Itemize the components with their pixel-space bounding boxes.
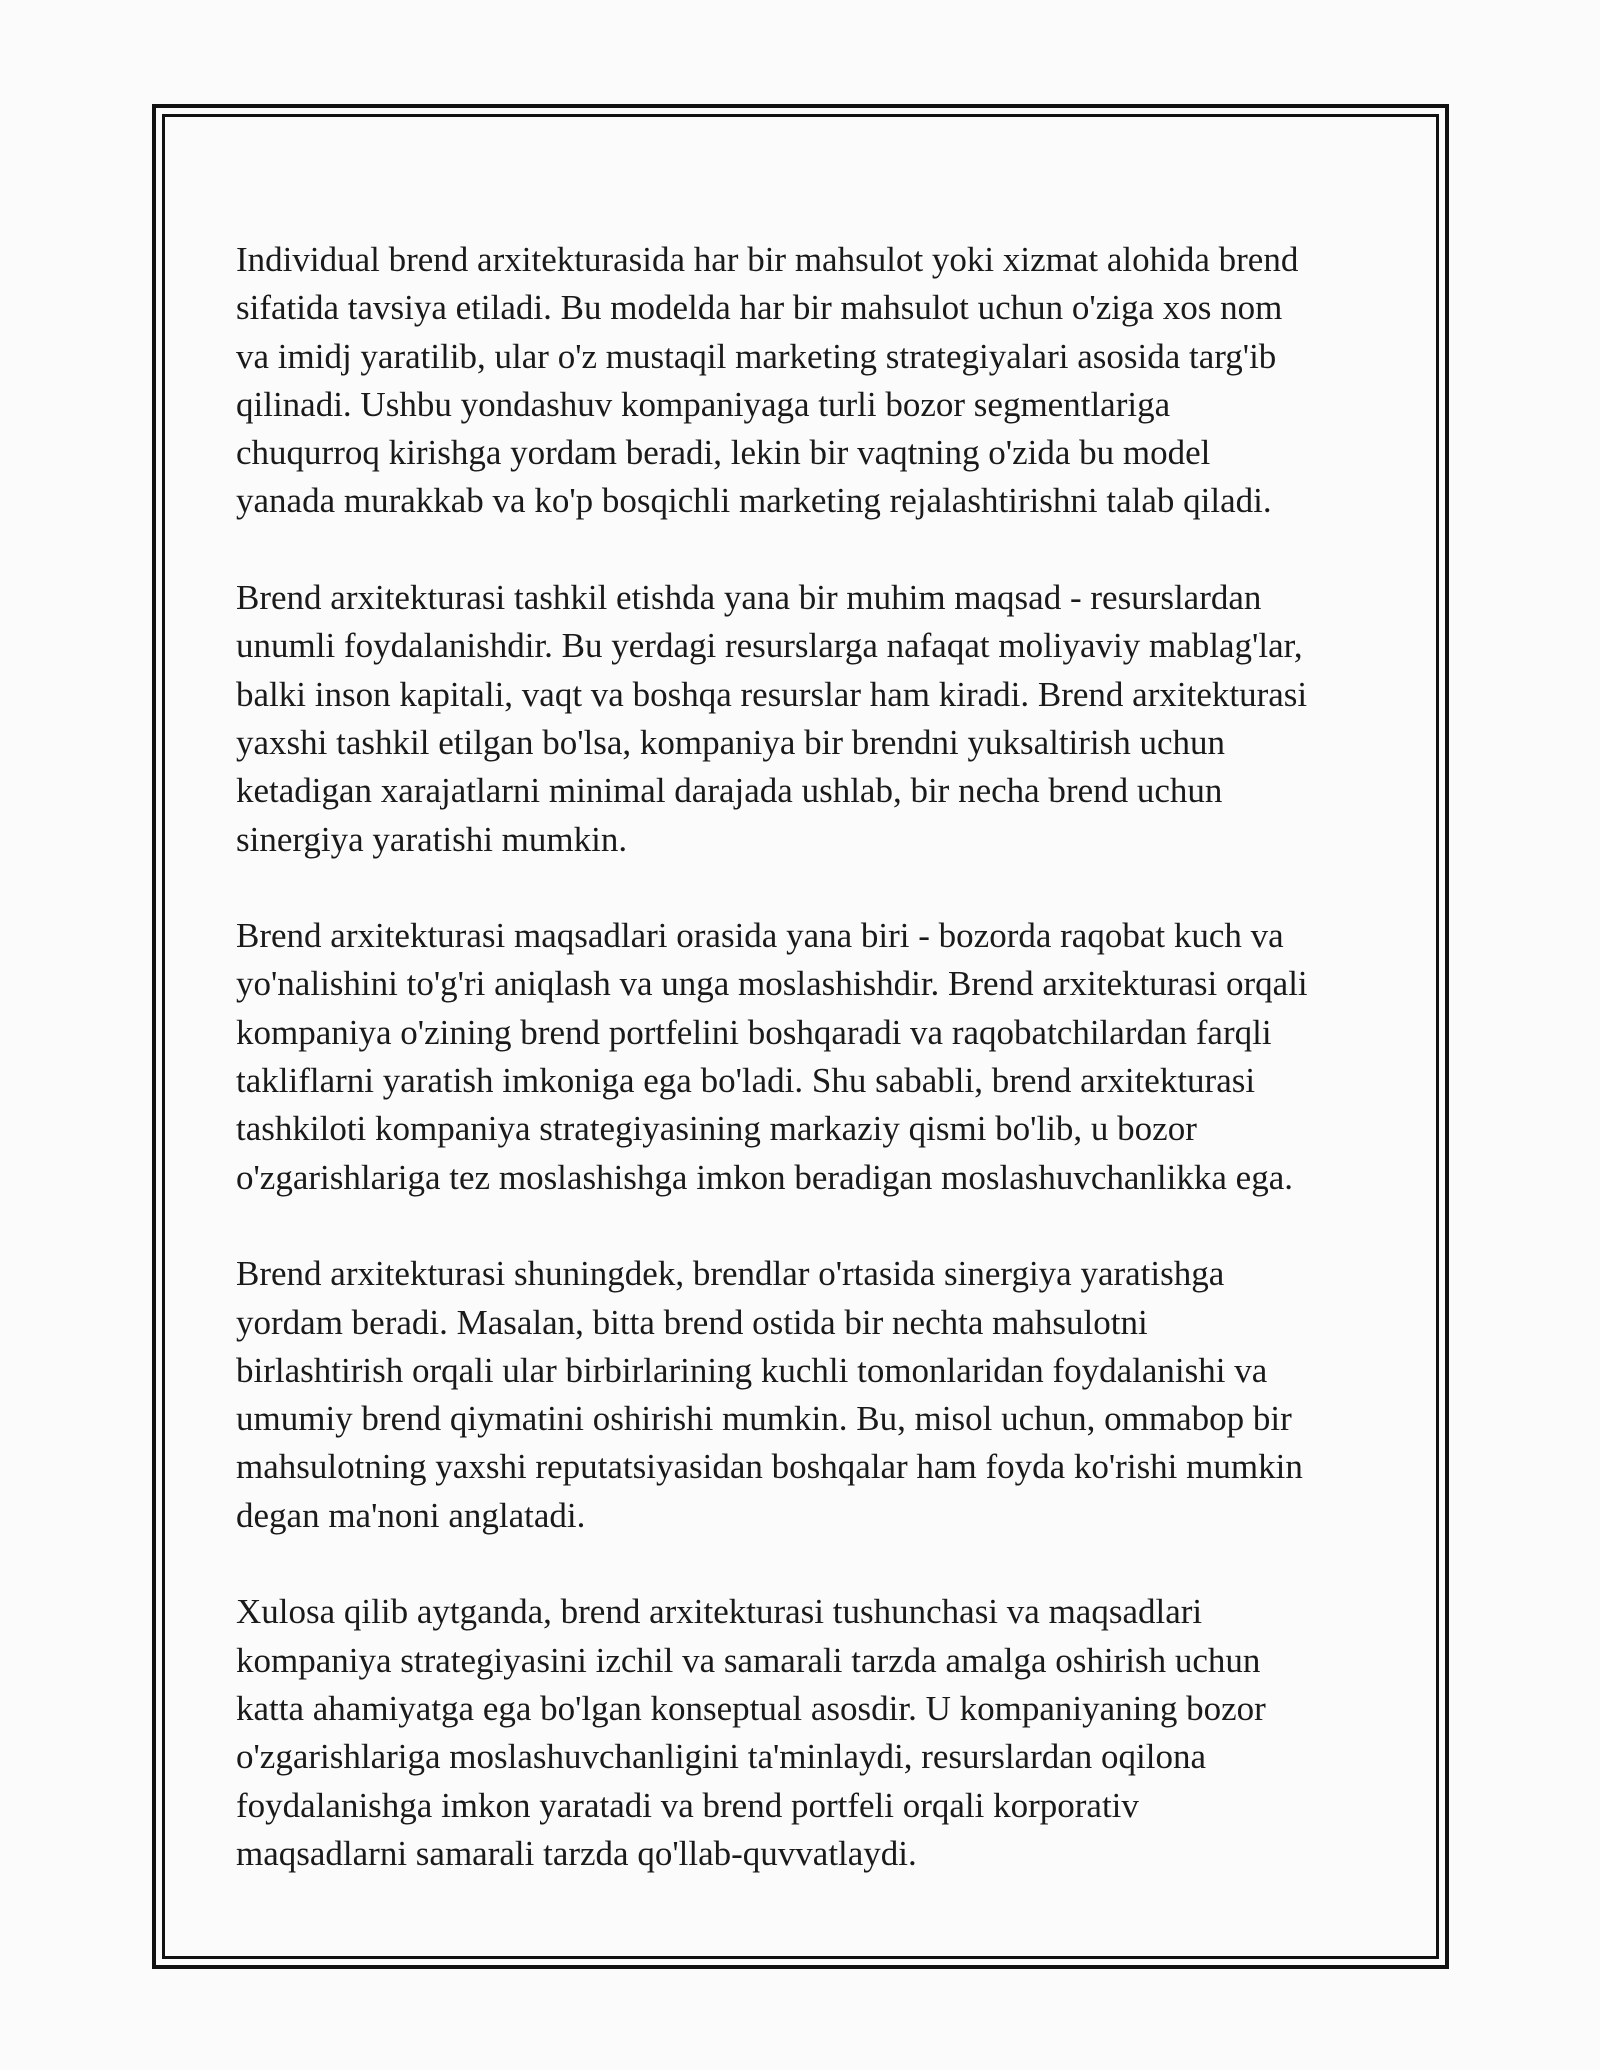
text-line: o'zgarishlariga tez moslashishga imkon beradigan moslashuvchanlikka ega.	[236, 1157, 1293, 1197]
text-line: qilinadi. Ushbu yondashuv kompaniyaga turli bozor segmentlariga	[236, 384, 1171, 424]
text-line: balki inson kapitali, vaqt va boshqa resurslar ham kiradi. Brend arxitekturasi	[236, 674, 1308, 714]
text-line: yanada murakkab va ko'p bosqichli marketing rejalashtirishni talab qiladi.	[236, 481, 1272, 521]
text-line: Individual brend arxitekturasida har bir mahsulot yoki xizmat alohida brend	[236, 240, 1299, 279]
text-line: kompaniya strategiyasini izchil va samarali tarzda amalga oshirish uchun	[236, 1640, 1261, 1680]
text-line: degan ma'noni anglatadi.	[236, 1495, 586, 1535]
text-line: unumli foydalanishdir. Bu yerdagi resurslarga nafaqat moliyaviy mablag'lar,	[236, 626, 1303, 666]
document-body	[236, 236, 1366, 1878]
text-line: va imidj yaratilib, ular o'z mustaqil marketing strategiyalari asosida targ'ib	[236, 336, 1277, 376]
text-line: Xulosa qilib aytganda, brend arxitekturasi tushunchasi va maqsadlari	[236, 1592, 1203, 1632]
text-line: kompaniya o'zining brend portfelini boshqaradi va raqobatchilardan farqli	[236, 1012, 1272, 1052]
text-line: takliflarni yaratish imkoniga ega bo'ladi. Shu sababli, brend arxitekturasi	[236, 1061, 1256, 1101]
text-line: Brend arxitekturasi tashkil etishda yana bir muhim maqsad - resurslardan	[236, 578, 1262, 618]
paragraph	[236, 912, 1366, 1202]
text-line: mahsulotning yaxshi reputatsiyasidan boshqalar ham foyda ko'rishi mumkin	[236, 1447, 1303, 1487]
paragraph	[236, 236, 1366, 526]
text-line: Brend arxitekturasi maqsadlari orasida yana biri - bozorda raqobat kuch va	[236, 916, 1284, 956]
paragraph	[236, 574, 1366, 864]
text-line: Brend arxitekturasi shuningdek, brendlar o'rtasida sinergiya yaratishga	[236, 1254, 1225, 1294]
text-line: yaxshi tashkil etilgan bo'lsa, kompaniya bir brendni yuksaltirish uchun	[236, 722, 1226, 762]
text-line: sinergiya yaratishi mumkin.	[236, 819, 628, 859]
text-line: umumiy brend qiymatini oshirishi mumkin. Bu, misol uchun, ommabop bir	[236, 1399, 1292, 1439]
text-line: katta ahamiyatga ega bo'lgan konseptual asosdir. U kompaniyaning bozor	[236, 1688, 1266, 1728]
text-line: foydalanishga imkon yaratadi va brend portfeli orqali korporativ	[236, 1785, 1139, 1825]
text-line: yo'nalishini to'g'ri aniqlash va unga moslashishdir. Brend arxitekturasi orqali	[236, 964, 1308, 1004]
text-line: sifatida tavsiya etiladi. Bu modelda har bir mahsulot uchun o'ziga xos nom	[236, 288, 1283, 328]
text-line: birlashtirish orqali ular birbirlarining kuchli tomonlaridan foydalanishi va	[236, 1350, 1268, 1390]
text-line: ketadigan xarajatlarni minimal darajada ushlab, bir necha brend uchun	[236, 771, 1223, 811]
text-line: chuqurroq kirishga yordam beradi, lekin bir vaqtning o'zida bu model	[236, 433, 1211, 473]
text-line: maqsadlarni samarali tarzda qo'llab-quvvatlaydi.	[236, 1833, 917, 1873]
paragraph	[236, 1250, 1366, 1540]
text-line: yordam beradi. Masalan, bitta brend ostida bir nechta mahsulotni	[236, 1302, 1148, 1342]
text-line: o'zgarishlariga moslashuvchanligini ta'minlaydi, resurslardan oqilona	[236, 1737, 1207, 1777]
text-line: tashkiloti kompaniya strategiyasining markaziy qismi bo'lib, u bozor	[236, 1109, 1197, 1149]
paragraph	[236, 1588, 1366, 1878]
